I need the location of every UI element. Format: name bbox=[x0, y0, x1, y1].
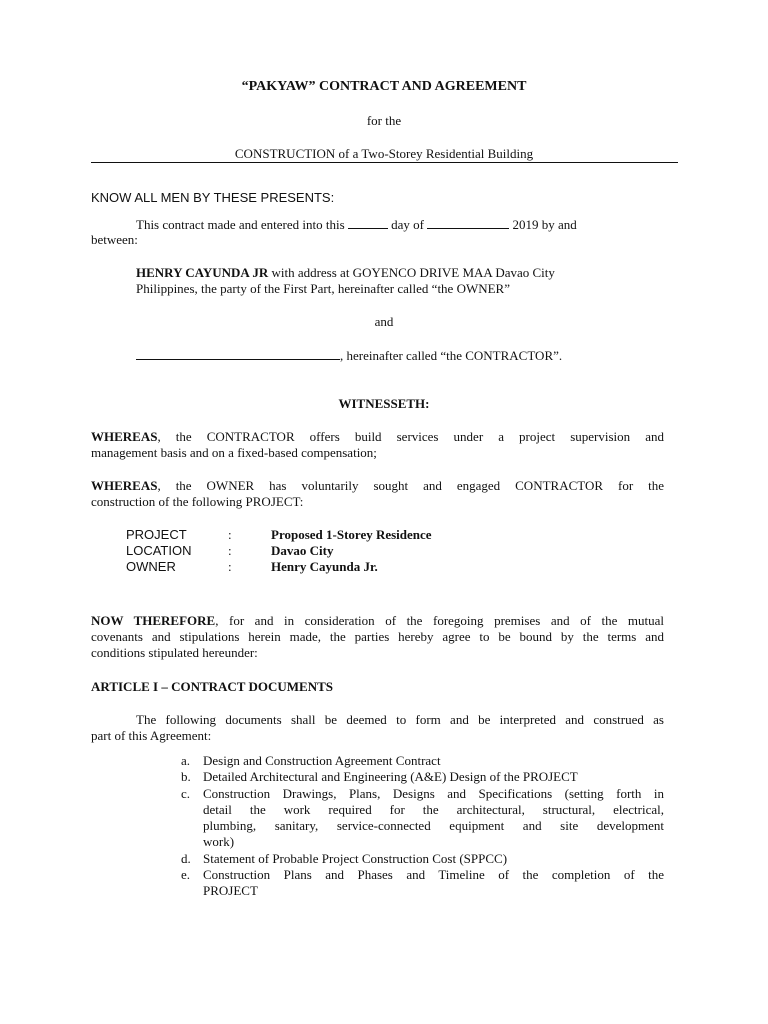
article-1-intro-line-2: part of this Agreement: bbox=[91, 728, 212, 743]
list-item-text: detail the work required for the architectural, structural, electrical, bbox=[203, 802, 664, 817]
whereas-1-line-1 bbox=[91, 429, 664, 445]
owner-label: OWNER bbox=[126, 559, 176, 574]
now-therefore-line-3: conditions stipulated hereunder: bbox=[91, 645, 258, 660]
whereas-2-line-2: construction of the following PROJECT: bbox=[91, 494, 304, 509]
list-item-text: Construction Plans and Phases and Timeline of the completion of the bbox=[203, 867, 664, 882]
owner-address: with address at GOYENCO DRIVE MAA Davao City bbox=[271, 265, 555, 280]
intro-text-1: This contract made and entered into this bbox=[136, 217, 345, 232]
whereas-1-text: , the CONTRACTOR offers build services under a project supervision and bbox=[157, 429, 664, 444]
and-line: and bbox=[374, 314, 394, 329]
now-therefore-text: , for and in consideration of the foregoing premises and of the mutual bbox=[215, 613, 665, 628]
contractor-party-line bbox=[136, 347, 562, 364]
whereas-2-text: , the OWNER has voluntarily sought and engaged CONTRACTOR for the bbox=[157, 478, 664, 493]
document-subtitle: CONSTRUCTION of a Two-Storey Residential Building bbox=[234, 146, 534, 161]
list-item-letter: b. bbox=[181, 769, 191, 784]
owner-value: Henry Cayunda Jr. bbox=[271, 559, 378, 574]
project-value: Proposed 1-Storey Residence bbox=[271, 527, 432, 542]
intro-text-3: 2019 by and bbox=[512, 217, 577, 232]
subtitle-underline bbox=[91, 162, 678, 163]
location-label: LOCATION bbox=[126, 543, 192, 558]
location-sep: : bbox=[228, 543, 232, 558]
list-item-text: Design and Construction Agreement Contract bbox=[203, 753, 441, 768]
month-blank bbox=[427, 216, 509, 229]
document-title: “PAKYAW” CONTRACT AND AGREEMENT bbox=[241, 79, 527, 94]
list-item-text: work) bbox=[203, 834, 235, 849]
contractor-name-blank bbox=[136, 347, 340, 360]
now-therefore-line-1 bbox=[91, 613, 664, 629]
now-therefore-line-2: covenants and stipulations herein made, the parties hereby agree to be bound by the terms and bbox=[91, 629, 664, 644]
list-item-letter: e. bbox=[181, 867, 191, 882]
list-item-letter: d. bbox=[181, 851, 191, 866]
owner-party-line-2: Philippines, the party of the First Part, hereinafter called “the OWNER” bbox=[136, 281, 510, 296]
whereas-1-line-2: management basis and on a fixed-based compensation; bbox=[91, 445, 377, 460]
whereas-2-line-1 bbox=[91, 478, 664, 494]
list-item-text: Construction Drawings, Plans, Designs and Specifications (setting forth in bbox=[203, 786, 664, 801]
intro-line-1 bbox=[136, 216, 577, 233]
list-item-text: PROJECT bbox=[203, 883, 258, 898]
for-the-line: for the bbox=[366, 113, 402, 128]
know-all-heading: KNOW ALL MEN BY THESE PRESENTS: bbox=[91, 190, 335, 205]
now-therefore-lead: NOW THEREFORE bbox=[91, 613, 216, 628]
day-blank bbox=[348, 216, 388, 229]
location-value: Davao City bbox=[271, 543, 334, 558]
witnesseth-heading: WITNESSETH: bbox=[338, 396, 430, 411]
project-label: PROJECT bbox=[126, 527, 187, 542]
list-item-letter: c. bbox=[181, 786, 191, 801]
whereas-2-lead: WHEREAS bbox=[91, 478, 158, 493]
article-1-heading: ARTICLE I – CONTRACT DOCUMENTS bbox=[91, 679, 334, 694]
intro-line-2: between: bbox=[91, 232, 138, 247]
whereas-1-lead: WHEREAS bbox=[91, 429, 158, 444]
article-1-intro-line-1: The following documents shall be deemed to form and be interpreted and construed as bbox=[136, 712, 664, 727]
owner-party-line-1 bbox=[136, 265, 555, 281]
list-item-text: plumbing, sanitary, service-connected equipment and site development bbox=[203, 818, 664, 833]
owner-name: HENRY CAYUNDA JR bbox=[136, 265, 269, 280]
list-item-text: Statement of Probable Project Construction Cost (SPPCC) bbox=[203, 851, 508, 866]
list-item-text: Detailed Architectural and Engineering (A&E) Design of the PROJECT bbox=[203, 769, 578, 784]
owner-sep: : bbox=[228, 559, 232, 574]
intro-text-2: day of bbox=[391, 217, 425, 232]
list-item-letter: a. bbox=[181, 753, 191, 768]
project-sep: : bbox=[228, 527, 232, 542]
contractor-party-text: , hereinafter called “the CONTRACTOR”. bbox=[340, 348, 563, 363]
